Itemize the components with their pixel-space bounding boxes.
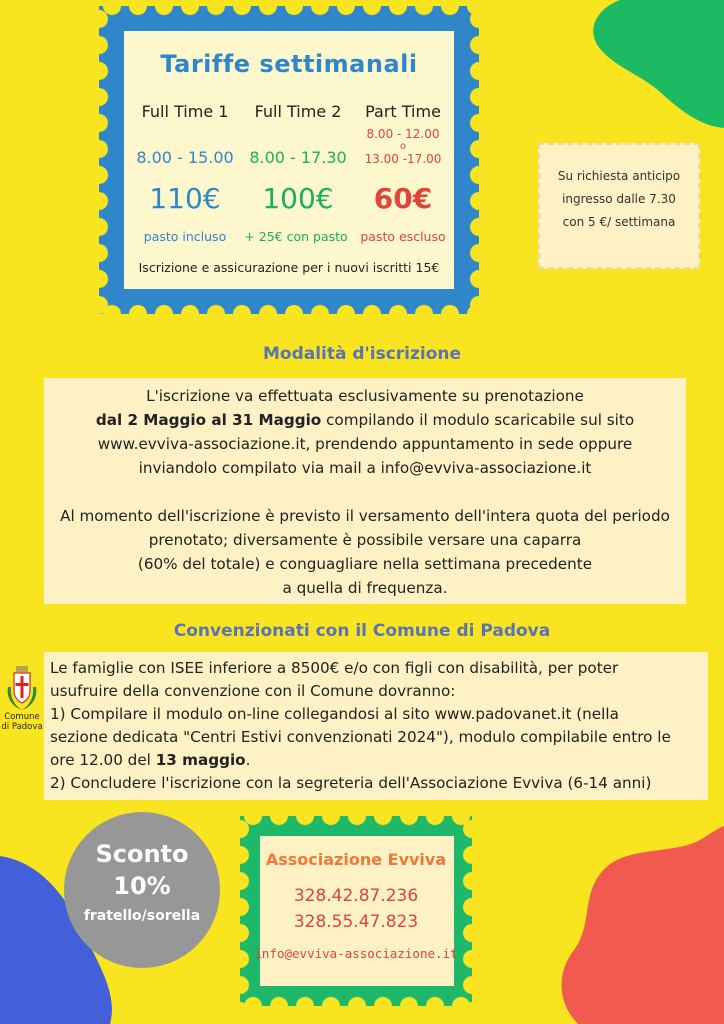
convenzionati-line3: 1) Compilare il modulo on-line collegandosi al sito www.padovanet.it (nella <box>50 705 619 723</box>
modalita-p2-line4: a quella di frequenza. <box>282 579 448 597</box>
col-parttime-note: pasto escluso <box>360 229 446 244</box>
convenzionati-line5-a: ore 12.00 del <box>50 751 156 769</box>
comune-label-line1: Comune <box>4 712 40 722</box>
modalita-p2-line2: prenotato; diversamente è possibile versare una caparra <box>148 531 582 549</box>
tariffe-title: Tariffe settimanali <box>160 50 418 78</box>
col-fulltime1-name: Full Time 1 <box>141 102 229 121</box>
green-scallop-right <box>462 816 482 1006</box>
col-fulltime1-note: pasto incluso <box>143 229 227 244</box>
modalita-p1-line3: www.evviva-associazione.it, prendendo appuntamento in sede oppure <box>97 435 633 453</box>
parttime-hours-sep: o <box>399 141 407 152</box>
phone-1: 328.42.87.236 <box>293 886 419 906</box>
modalita-dates: dal 2 Maggio al 31 Maggio <box>95 411 322 429</box>
modalita-p2-line3: (60% del totale) e conguagliare nella settimana precedente <box>137 555 593 573</box>
convenzionati-line6: 2) Concludere l'iscrizione con la segreteria dell'Associazione Evviva (6-14 anni) <box>50 774 652 792</box>
col-fulltime2-note: + 25€ con pasto <box>244 229 348 244</box>
sconto-line1: Sconto <box>95 840 189 868</box>
convenzionati-deadline: 13 maggio <box>155 751 246 769</box>
col-fulltime1-hours: 8.00 - 15.00 <box>136 148 234 167</box>
modalita-text <box>44 384 686 600</box>
parttime-hours-line1: 8.00 - 12.00 <box>366 127 440 141</box>
modalita-p1-line2 <box>44 408 686 432</box>
comune-padova-crest-icon <box>4 665 40 713</box>
anticipo-line1: Su richiesta anticipo <box>557 169 681 183</box>
comune-label-line2: di Padova <box>1 722 43 732</box>
sconto-line3: fratello/sorella <box>83 908 201 924</box>
modalita-title: Modalità d'iscrizione <box>262 344 462 364</box>
col-fulltime2-name: Full Time 2 <box>254 102 342 121</box>
col-fulltime2-hours: 8.00 - 17.30 <box>249 148 347 167</box>
modalita-p1-line2-rest: compilando il modulo scaricabile sul sito <box>321 411 635 429</box>
green-scallop-left <box>230 816 250 1006</box>
phone-2: 328.55.47.823 <box>293 912 419 932</box>
anticipo-text <box>540 165 698 234</box>
col-parttime-hours <box>356 126 450 168</box>
sconto-percent: 10% <box>113 872 171 900</box>
modalita-p2-line1: Al momento dell'iscrizione è previsto il versamento dell'intera quota del periodo <box>60 507 670 525</box>
email-contact: info@evviva-associazione.it <box>254 946 458 961</box>
iscrizione-fee: Iscrizione e assicurazione per i nuovi iscritti 15€ <box>138 260 440 275</box>
green-scallop-bottom <box>240 996 472 1016</box>
col-fulltime2-price: 100€ <box>262 182 334 215</box>
convenzionati-line5 <box>50 749 706 772</box>
col-parttime-name: Part Time <box>365 102 441 121</box>
col-fulltime1-price: 110€ <box>149 182 221 215</box>
modalita-spacer <box>44 480 686 504</box>
convenzionati-text <box>50 657 706 795</box>
anticipo-line2: ingresso dalle 7.30 <box>562 192 676 206</box>
parttime-hours-line2: 13.00 -17.00 <box>364 152 442 166</box>
anticipo-line3: con 5 €/ settimana <box>562 215 676 229</box>
col-parttime-price: 60€ <box>373 182 433 215</box>
modalita-p1-line4: inviandolo compilato via mail a info@evviva-associazione.it <box>138 459 592 477</box>
green-blob <box>590 0 724 130</box>
convenzionati-line1: Le famiglie con ISEE inferiore a 8500€ e/o con figli con disabilità, per poter <box>50 659 619 677</box>
convenzionati-title: Convenzionati con il Comune di Padova <box>173 621 551 641</box>
associazione-name: Associazione Evviva <box>265 850 447 869</box>
convenzionati-line2: usufruire della convenzione con il Comune dovranno: <box>50 682 456 700</box>
stamp-scallop-bottom <box>99 304 479 324</box>
convenzionati-line4: sezione dedicata "Centri Estivi convenzionati 2024"), modulo compilabile entro le <box>50 728 671 746</box>
comune-padova-label <box>0 712 44 732</box>
green-scallop-top <box>240 806 472 826</box>
stamp-scallop-left <box>89 6 109 314</box>
convenzionati-line5-b: . <box>245 751 251 769</box>
stamp-scallop-top <box>99 0 479 16</box>
stamp-scallop-right <box>469 6 489 314</box>
modalita-p1-line1: L'iscrizione va effettuata esclusivamente su prenotazione <box>146 387 584 405</box>
red-blob <box>560 826 724 1024</box>
